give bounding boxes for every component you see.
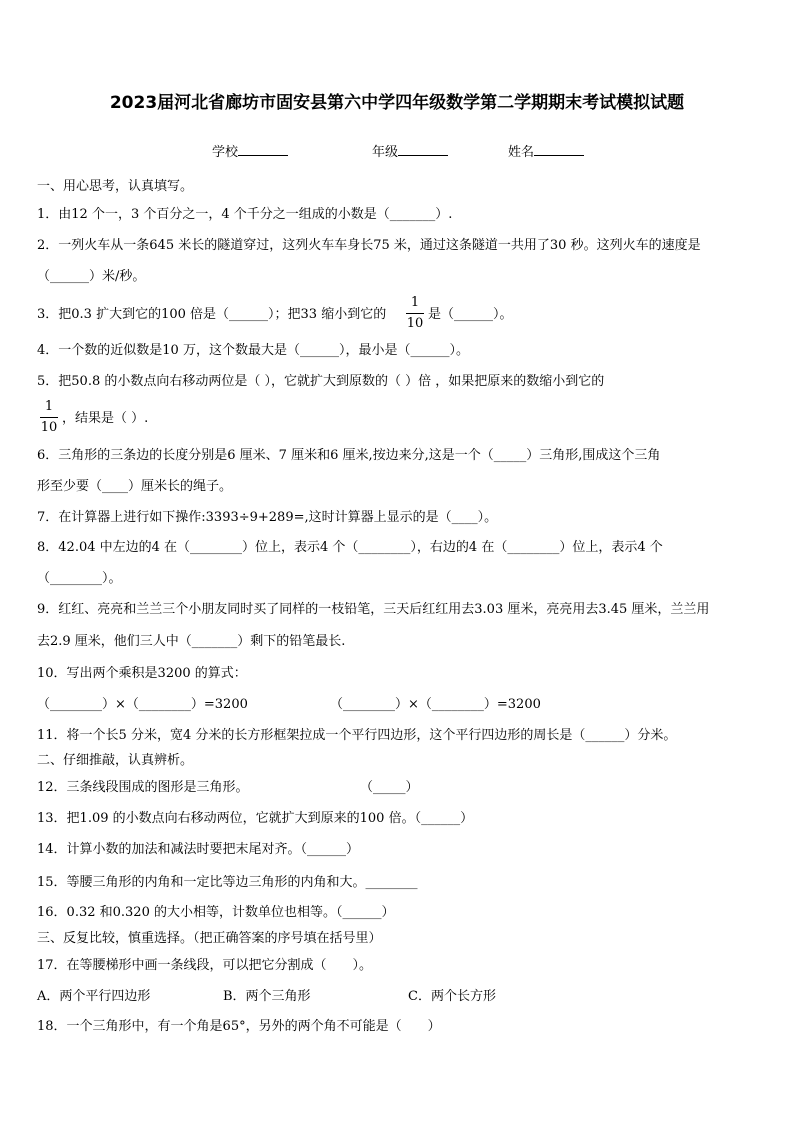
question-10-expression-1: （________）×（________）=3200	[37, 697, 248, 712]
school-label: 学校	[212, 145, 239, 160]
school-field	[212, 141, 288, 160]
question-11: 11．将一个长5 分米，宽4 分米的长方形框架拉成一个平行四边形，这个平行四边形的周长是（______）分米。	[37, 728, 677, 743]
fraction-numerator: 1	[410, 295, 420, 310]
question-4: 4．一个数的近似数是10 万，这个数最大是（______），最小是（______）。	[37, 343, 469, 358]
question-2-line-1: 2．一列火车从一条645 米长的隧道穿过，这列火车车身长75 米，通过这条隧道一共用了30 秒。这列火车的速度是	[37, 238, 701, 253]
section-3-heading: 三、反复比较，慎重选择。（把正确答案的序号填在括号里）	[37, 931, 382, 946]
fraction-bar	[406, 313, 424, 314]
grade-label: 年级	[372, 145, 399, 160]
name-field	[508, 141, 584, 160]
question-3-part-2: 是（______）。	[428, 307, 513, 322]
name-blank[interactable]	[534, 143, 584, 156]
question-2-line-2: （______）米/秒。	[37, 269, 146, 284]
question-12: 12．三条线段围成的图形是三角形。	[37, 780, 249, 795]
question-3-part-1: 3．把0.3 扩大到它的100 倍是（______）；把33 缩小到它的	[37, 307, 387, 322]
question-14: 14．计算小数的加法和减法时要把末尾对齐。（______）	[37, 842, 360, 857]
question-17-option-c[interactable]: C．两个长方形	[408, 989, 496, 1004]
name-label: 姓名	[508, 145, 535, 160]
section-1-heading: 一、用心思考，认真填写。	[37, 179, 194, 194]
question-5-fraction	[40, 398, 58, 437]
school-blank[interactable]	[238, 143, 288, 156]
section-2-heading: 二、仔细推敲，认真辨析。	[37, 753, 194, 768]
question-13: 13．把1.09 的小数点向右移动两位，它就扩大到原来的100 倍。（______）	[37, 811, 474, 826]
fraction-denominator: 10	[40, 420, 58, 435]
question-10-expression-2: （________）×（________）=3200	[330, 697, 541, 712]
fraction-bar	[40, 417, 58, 418]
question-7: 7．在计算器上进行如下操作:3393÷9+289=,这时计算器上显示的是（____）。	[37, 510, 498, 525]
grade-field	[372, 141, 448, 160]
question-9-line-2: 去2.9 厘米，他们三人中（_______）剩下的铅笔最长.	[37, 634, 346, 649]
question-5-line-1: 5．把50.8 的小数点向右移动两位是（ ），它就扩大到原数的（ ）倍 ，如果把原来的数缩小到它的	[37, 374, 605, 389]
question-8-line-1: 8．42.04 中左边的4 在（________）位上，表示4 个（________），右边的4 在（________）位上，表示4 个	[37, 540, 663, 555]
question-8-line-2: （________）。	[37, 571, 122, 586]
question-10-intro: 10．写出两个乘积是3200 的算式：	[37, 666, 247, 681]
question-1: 1．由12 个一，3 个百分之一，4 个千分之一组成的小数是（_______）.	[37, 207, 453, 222]
question-6-line-1: 6．三角形的三条边的长度分别是6 厘米、7 厘米和6 厘米,按边来分,这是一个（_____）三角形,围成这个三角	[37, 448, 661, 463]
question-9-line-1: 9．红红、亮亮和兰兰三个小朋友同时买了同样的一枝铅笔，三天后红红用去3.03 厘米，亮亮用去3.45 厘米，兰兰用	[37, 602, 710, 617]
question-17-option-b[interactable]: B．两个三角形	[223, 989, 311, 1004]
question-18: 18．一个三角形中，有一个角是65°，另外的两个角不可能是（ ）	[37, 1019, 441, 1034]
grade-blank[interactable]	[398, 143, 448, 156]
question-3-fraction	[406, 294, 424, 333]
question-6-line-2: 形至少要（____）厘米长的绳子。	[37, 479, 233, 494]
question-5-line-2: ，结果是（ ）.	[62, 411, 149, 426]
page-title: 2023届河北省廊坊市固安县第六中学四年级数学第二学期期末考试模拟试题	[109, 93, 685, 113]
question-17-option-a[interactable]: A．两个平行四边形	[37, 989, 151, 1004]
question-17: 17．在等腰梯形中画一条线段，可以把它分割成（ ）。	[37, 958, 373, 973]
question-16: 16．0.32 和0.320 的大小相等，计数单位也相等。（______）	[37, 905, 395, 920]
question-12-answer: （_____）	[360, 780, 419, 795]
fraction-numerator: 1	[44, 399, 54, 414]
question-15: 15．等腰三角形的内角和一定比等边三角形的内角和大。________	[37, 875, 418, 890]
fraction-denominator: 10	[406, 316, 424, 331]
